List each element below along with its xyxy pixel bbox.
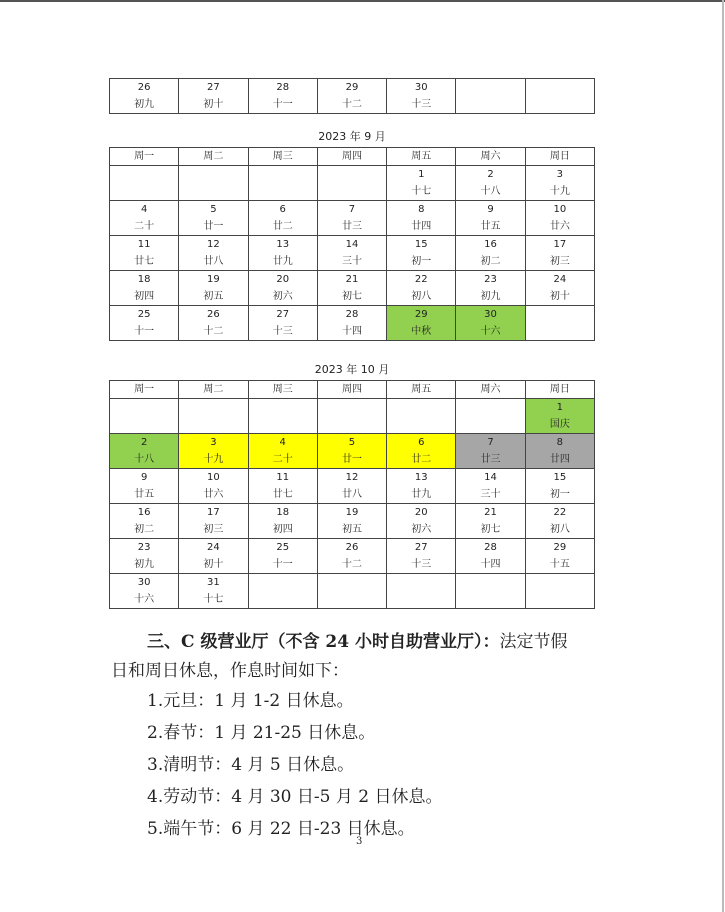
holiday-item: 5.端午节：6 月 22 日-23 日休息。 <box>147 819 415 839</box>
weekday-header: 周六 <box>456 148 525 166</box>
calendar-empty-cell <box>525 306 594 341</box>
calendar-day-cell <box>456 236 525 271</box>
calendar-body <box>110 79 595 114</box>
lunar-date: 廿五 <box>480 221 501 232</box>
lunar-date: 十二 <box>203 326 224 337</box>
calendar-day-cell <box>179 574 248 609</box>
lunar-date: 十四 <box>480 559 501 570</box>
calendar-week-row <box>110 201 595 236</box>
calendar-body <box>110 399 595 609</box>
calendar-week-row <box>110 166 595 201</box>
day-number: 13 <box>276 239 290 250</box>
calendar-day-cell <box>248 236 317 271</box>
day-number: 12 <box>345 472 359 483</box>
day-number: 9 <box>140 472 148 483</box>
calendar-day-cell <box>110 469 179 504</box>
day-number: 23 <box>484 274 497 285</box>
day-number: 25 <box>137 309 151 320</box>
calendar-day-cell <box>317 434 386 469</box>
day-number: 4 <box>279 437 286 448</box>
calendar-day-cell <box>525 504 594 539</box>
calendar-day-cell <box>248 306 317 341</box>
day-number: 18 <box>137 274 151 285</box>
calendar-day-cell <box>317 201 386 236</box>
day-number: 1 <box>556 402 564 413</box>
calendar-day-cell <box>110 201 179 236</box>
holiday-item: 2.春节：1 月 21-25 日休息。 <box>147 723 376 743</box>
day-number: 3 <box>210 437 217 448</box>
calendar-empty-cell <box>110 166 179 201</box>
day-number: 2 <box>140 437 148 448</box>
day-number: 15 <box>553 472 567 483</box>
lunar-date: 三十 <box>480 489 501 500</box>
weekday-header: 周二 <box>179 148 248 166</box>
lunar-date: 初九 <box>134 99 155 110</box>
day-number: 4 <box>140 204 148 215</box>
calendar-day-cell <box>387 306 456 341</box>
calendar-week-row <box>110 79 595 114</box>
lunar-date: 廿四 <box>411 221 432 232</box>
lunar-date: 廿三 <box>341 221 362 232</box>
day-number: 7 <box>487 437 494 448</box>
lunar-date: 十三 <box>411 559 432 570</box>
day-number: 26 <box>137 82 151 93</box>
lunar-date: 国庆 <box>549 419 570 430</box>
day-number: 7 <box>348 204 356 215</box>
calendar-day-cell <box>387 236 456 271</box>
calendar-day-cell <box>456 306 525 341</box>
calendar-empty-cell <box>179 399 248 434</box>
calendar-previous-month-tail <box>109 78 595 114</box>
calendar-day-cell <box>456 434 525 469</box>
calendar-day-cell <box>456 271 525 306</box>
lunar-date: 初五 <box>341 524 362 535</box>
day-number: 29 <box>345 82 359 93</box>
calendar-title-september: 2023 年 9 月 <box>318 130 386 143</box>
weekday-header: 周一 <box>110 381 179 399</box>
day-number: 1 <box>418 169 425 180</box>
calendar-empty-cell <box>179 166 248 201</box>
lunar-date: 廿一 <box>203 221 224 232</box>
holiday-item: 1.元旦：1 月 1-2 日休息。 <box>147 691 354 711</box>
lunar-date: 廿六 <box>549 221 570 232</box>
calendar-day-cell <box>317 79 386 114</box>
calendar-day-cell <box>387 79 456 114</box>
day-number: 11 <box>137 239 151 250</box>
lunar-date: 十一 <box>134 326 155 337</box>
calendar-body <box>110 166 595 341</box>
day-number: 26 <box>207 309 220 320</box>
calendar-day-cell <box>179 306 248 341</box>
day-number: 5 <box>210 204 217 215</box>
calendar-day-cell <box>110 306 179 341</box>
lunar-date: 十三 <box>411 99 432 110</box>
day-number: 5 <box>348 437 356 448</box>
day-number: 11 <box>276 472 290 483</box>
day-number: 14 <box>345 239 359 250</box>
calendar-day-cell <box>248 79 317 114</box>
lunar-date: 廿二 <box>272 221 293 232</box>
lunar-date: 中秋 <box>411 326 432 337</box>
calendar-day-cell <box>525 539 594 574</box>
section-heading-line2: 日和周日休息，作息时间如下： <box>111 661 349 681</box>
lunar-date: 初六 <box>411 524 432 535</box>
lunar-date: 初四 <box>272 524 293 535</box>
lunar-date: 十五 <box>549 559 570 570</box>
calendar-day-cell <box>317 271 386 306</box>
holiday-item: 4.劳动节：4 月 30 日-5 月 2 日休息。 <box>147 787 443 807</box>
day-number: 10 <box>553 204 567 215</box>
day-number: 8 <box>556 437 564 448</box>
calendar-day-cell <box>110 574 179 609</box>
day-number: 19 <box>345 507 359 518</box>
day-number: 30 <box>137 577 151 588</box>
calendar-empty-cell <box>387 574 456 609</box>
calendar-day-cell <box>387 166 456 201</box>
calendar-day-cell <box>248 469 317 504</box>
day-number: 29 <box>414 309 428 320</box>
calendar-day-cell <box>179 79 248 114</box>
lunar-date: 廿八 <box>203 256 224 267</box>
day-number: 30 <box>414 82 428 93</box>
holiday-item: 3.清明节：4 月 5 日休息。 <box>147 755 355 775</box>
calendar-day-cell <box>456 539 525 574</box>
page-right-border <box>722 0 724 912</box>
day-number: 12 <box>207 239 220 250</box>
lunar-date: 初五 <box>203 291 224 302</box>
calendar-day-cell <box>248 504 317 539</box>
calendar-empty-cell <box>248 166 317 201</box>
lunar-date: 初一 <box>549 489 570 500</box>
day-number: 28 <box>345 309 359 320</box>
calendar-day-cell <box>317 539 386 574</box>
lunar-date: 二十 <box>272 454 293 465</box>
calendar-day-cell <box>110 504 179 539</box>
calendar-empty-cell <box>525 574 594 609</box>
calendar-day-cell <box>525 271 594 306</box>
calendar-day-cell <box>387 469 456 504</box>
day-number: 16 <box>484 239 497 250</box>
lunar-date: 初四 <box>134 291 155 302</box>
day-number: 6 <box>279 204 286 215</box>
calendar-day-cell <box>456 504 525 539</box>
calendar-day-cell <box>525 469 594 504</box>
calendar-day-cell <box>179 469 248 504</box>
day-number: 26 <box>345 542 359 553</box>
day-number: 8 <box>418 204 425 215</box>
day-number: 21 <box>345 274 359 285</box>
calendar-day-cell <box>110 539 179 574</box>
calendar-empty-cell <box>110 399 179 434</box>
calendar-day-cell <box>248 539 317 574</box>
day-number: 21 <box>484 507 497 518</box>
day-number: 17 <box>207 507 220 518</box>
day-number: 27 <box>414 542 428 553</box>
calendar-week-row <box>110 236 595 271</box>
calendar-day-cell <box>317 504 386 539</box>
calendar-day-cell <box>110 271 179 306</box>
lunar-date: 初二 <box>480 256 501 267</box>
calendar-week-row <box>110 434 595 469</box>
calendar-day-cell <box>179 236 248 271</box>
lunar-date: 廿一 <box>341 454 362 465</box>
calendar-day-cell <box>317 469 386 504</box>
calendar-empty-cell <box>317 399 386 434</box>
calendar-empty-cell <box>248 574 317 609</box>
calendar-day-cell <box>387 271 456 306</box>
lunar-date: 廿七 <box>272 489 293 500</box>
lunar-date: 十九 <box>549 186 570 197</box>
calendar-day-cell <box>248 434 317 469</box>
day-number: 10 <box>207 472 220 483</box>
calendar-day-cell <box>179 271 248 306</box>
day-number: 17 <box>553 239 567 250</box>
calendar-week-row <box>110 306 595 341</box>
lunar-date: 廿六 <box>203 489 224 500</box>
day-number: 30 <box>484 309 497 320</box>
calendar-week-row <box>110 504 595 539</box>
day-number: 20 <box>414 507 428 518</box>
weekday-header: 周日 <box>525 148 594 166</box>
weekday-header: 周六 <box>456 381 525 399</box>
lunar-date: 廿九 <box>411 489 432 500</box>
lunar-date: 初九 <box>134 559 155 570</box>
lunar-date: 十三 <box>272 326 293 337</box>
lunar-date: 初十 <box>203 99 224 110</box>
weekday-header: 周四 <box>317 381 386 399</box>
calendar-day-cell <box>179 504 248 539</box>
lunar-date: 十六 <box>480 326 501 337</box>
lunar-date: 十九 <box>203 454 224 465</box>
calendar-empty-cell <box>456 399 525 434</box>
section-heading-rest: 法定节假 <box>499 632 568 652</box>
weekday-header: 周三 <box>248 148 317 166</box>
calendar-empty-cell <box>456 574 525 609</box>
day-number: 13 <box>414 472 428 483</box>
lunar-date: 初十 <box>549 291 570 302</box>
calendar-day-cell <box>179 201 248 236</box>
lunar-date: 十四 <box>341 326 362 337</box>
day-number: 25 <box>276 542 290 553</box>
day-number: 22 <box>553 507 567 518</box>
section-heading-bold: 三、C 级营业厅（不含 24 小时自助营业厅）： <box>147 632 500 652</box>
calendar-day-cell <box>248 201 317 236</box>
calendar-empty-cell <box>317 166 386 201</box>
weekday-header-row <box>110 381 595 399</box>
calendar-week-row <box>110 271 595 306</box>
day-number: 20 <box>276 274 290 285</box>
lunar-date: 初九 <box>480 291 501 302</box>
calendar-empty-cell <box>456 79 525 114</box>
calendar-day-cell <box>110 434 179 469</box>
calendar-week-row <box>110 574 595 609</box>
calendar-week-row <box>110 539 595 574</box>
weekday-header: 周一 <box>110 148 179 166</box>
calendar-day-cell <box>525 236 594 271</box>
lunar-date: 十七 <box>411 186 432 197</box>
calendar-empty-cell <box>387 399 456 434</box>
weekday-header: 周二 <box>179 381 248 399</box>
lunar-date: 初一 <box>411 256 432 267</box>
day-number: 19 <box>207 274 220 285</box>
weekday-header: 周五 <box>387 381 456 399</box>
day-number: 23 <box>137 542 151 553</box>
calendar-day-cell <box>387 539 456 574</box>
lunar-date: 初八 <box>549 524 570 535</box>
calendar-day-cell <box>387 504 456 539</box>
page-top-border <box>0 0 725 2</box>
day-number: 9 <box>487 204 494 215</box>
day-number: 24 <box>207 542 220 553</box>
calendar-empty-cell <box>525 79 594 114</box>
lunar-date: 十二 <box>341 99 362 110</box>
day-number: 28 <box>276 82 290 93</box>
calendar-day-cell <box>387 201 456 236</box>
day-number: 18 <box>276 507 290 518</box>
lunar-date: 二十 <box>134 221 155 232</box>
calendar-title-october: 2023 年 10 月 <box>314 363 390 376</box>
day-number: 16 <box>137 507 151 518</box>
lunar-date: 初三 <box>549 256 570 267</box>
lunar-date: 廿五 <box>134 489 155 500</box>
lunar-date: 初七 <box>480 524 501 535</box>
day-number: 24 <box>553 274 567 285</box>
day-number: 28 <box>484 542 497 553</box>
lunar-date: 初二 <box>134 524 155 535</box>
lunar-date: 廿四 <box>549 454 570 465</box>
day-number: 2 <box>487 169 494 180</box>
calendar-empty-cell <box>248 399 317 434</box>
calendar-september <box>109 147 595 341</box>
calendar-day-cell <box>179 434 248 469</box>
calendar-week-row <box>110 469 595 504</box>
day-number: 27 <box>207 82 220 93</box>
weekday-header-row <box>110 148 595 166</box>
calendar-october <box>109 380 595 609</box>
calendar-day-cell <box>456 166 525 201</box>
calendar-day-cell <box>317 306 386 341</box>
calendar-day-cell <box>317 236 386 271</box>
lunar-date: 十一 <box>272 99 293 110</box>
lunar-date: 初六 <box>272 291 293 302</box>
calendar-day-cell <box>179 539 248 574</box>
lunar-date: 初七 <box>341 291 362 302</box>
day-number: 14 <box>484 472 497 483</box>
day-number: 6 <box>418 437 425 448</box>
calendar-day-cell <box>387 434 456 469</box>
calendar-day-cell <box>110 236 179 271</box>
calendar-week-row <box>110 399 595 434</box>
day-number: 29 <box>553 542 567 553</box>
lunar-date: 初十 <box>203 559 224 570</box>
day-number: 27 <box>276 309 290 320</box>
lunar-date: 十六 <box>134 594 155 605</box>
day-number: 22 <box>414 274 428 285</box>
lunar-date: 廿七 <box>134 256 155 267</box>
weekday-header: 周三 <box>248 381 317 399</box>
day-number: 15 <box>414 239 428 250</box>
calendar-day-cell <box>248 271 317 306</box>
lunar-date: 初三 <box>203 524 224 535</box>
section-heading-line1 <box>147 627 567 652</box>
lunar-date: 十一 <box>272 559 293 570</box>
weekday-header: 周五 <box>387 148 456 166</box>
calendar-day-cell <box>456 201 525 236</box>
page-number: 3 <box>356 836 363 847</box>
lunar-date: 廿二 <box>411 454 432 465</box>
lunar-date: 十七 <box>203 594 224 605</box>
calendar-day-cell <box>525 201 594 236</box>
calendar-day-cell <box>525 399 594 434</box>
lunar-date: 初八 <box>411 291 432 302</box>
calendar-day-cell <box>456 469 525 504</box>
lunar-date: 十八 <box>480 186 501 197</box>
calendar-empty-cell <box>317 574 386 609</box>
calendar-day-cell <box>525 166 594 201</box>
calendar-day-cell <box>525 434 594 469</box>
lunar-date: 廿三 <box>480 454 501 465</box>
day-number: 31 <box>207 577 220 588</box>
calendar-day-cell <box>110 79 179 114</box>
lunar-date: 十二 <box>341 559 362 570</box>
lunar-date: 十八 <box>134 454 155 465</box>
lunar-date: 三十 <box>341 256 362 267</box>
lunar-date: 廿八 <box>341 489 362 500</box>
lunar-date: 廿九 <box>272 256 293 267</box>
weekday-header: 周四 <box>317 148 386 166</box>
day-number: 3 <box>556 169 564 180</box>
weekday-header: 周日 <box>525 381 594 399</box>
